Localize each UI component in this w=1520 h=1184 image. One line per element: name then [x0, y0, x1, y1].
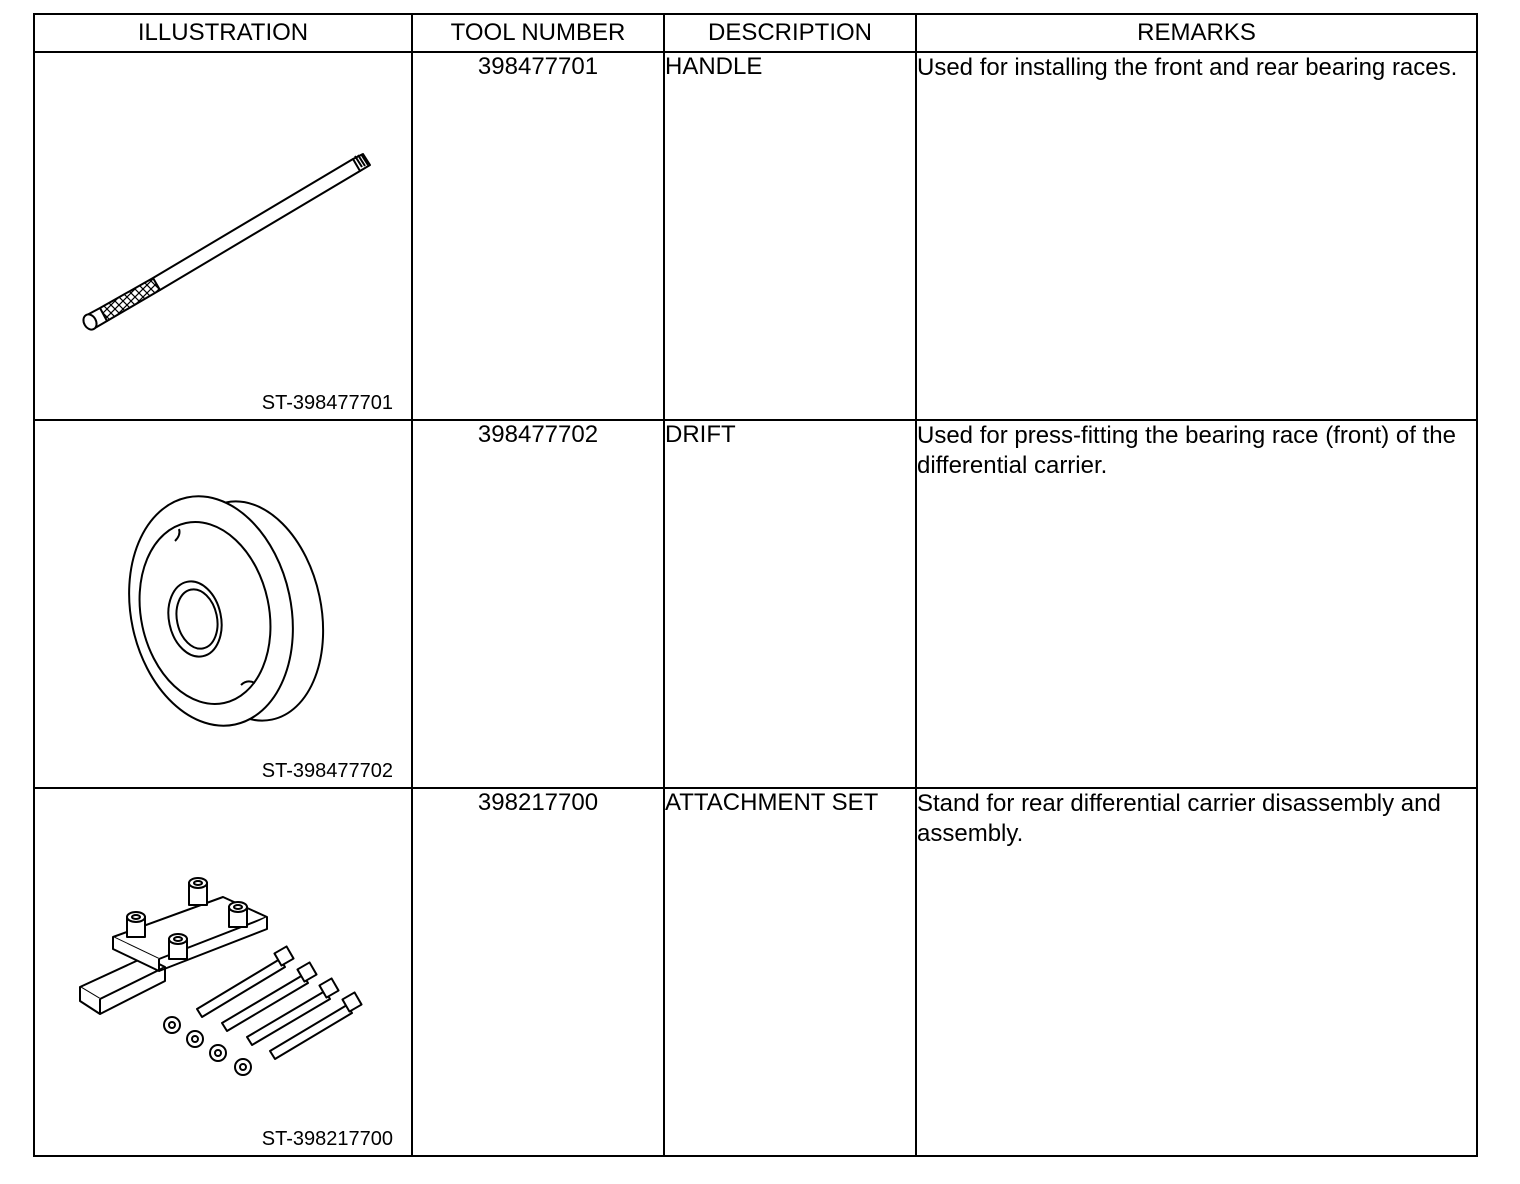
tool-description: ATTACHMENT SET: [664, 788, 916, 1156]
tool-remarks: Used for press-fitting the bearing race (front) of the differential carrier.: [916, 420, 1477, 788]
table-row: [34, 788, 1477, 1156]
tool-remarks: Stand for rear differential carrier disassembly and assembly.: [916, 788, 1477, 1156]
table-row: [34, 52, 1477, 420]
illustration-code: ST-398477701: [261, 392, 393, 414]
header-tool-number: TOOL NUMBER: [412, 14, 664, 52]
special-tools-table: [33, 13, 1478, 1157]
drift-drawing-icon: [35, 421, 412, 787]
illustration-cell: [34, 52, 412, 420]
header-remarks: REMARKS: [916, 14, 1477, 52]
attachment-set-drawing-icon: [35, 789, 412, 1155]
header-description: DESCRIPTION: [664, 14, 916, 52]
table-row: [34, 420, 1477, 788]
header-illustration: ILLUSTRATION: [34, 14, 412, 52]
header-row: [34, 14, 1477, 52]
illustration-cell: [34, 420, 412, 788]
tool-description: DRIFT: [664, 420, 916, 788]
handle-drawing-icon: [35, 53, 412, 419]
tool-number: 398217700: [412, 788, 664, 1156]
tool-number: 398477702: [412, 420, 664, 788]
tool-number: 398477701: [412, 52, 664, 420]
tool-remarks: Used for installing the front and rear bearing races.: [916, 52, 1477, 420]
illustration-code: ST-398477702: [261, 760, 393, 782]
illustration-code: ST-398217700: [261, 1128, 393, 1150]
illustration-cell: [34, 788, 412, 1156]
tool-description: HANDLE: [664, 52, 916, 420]
